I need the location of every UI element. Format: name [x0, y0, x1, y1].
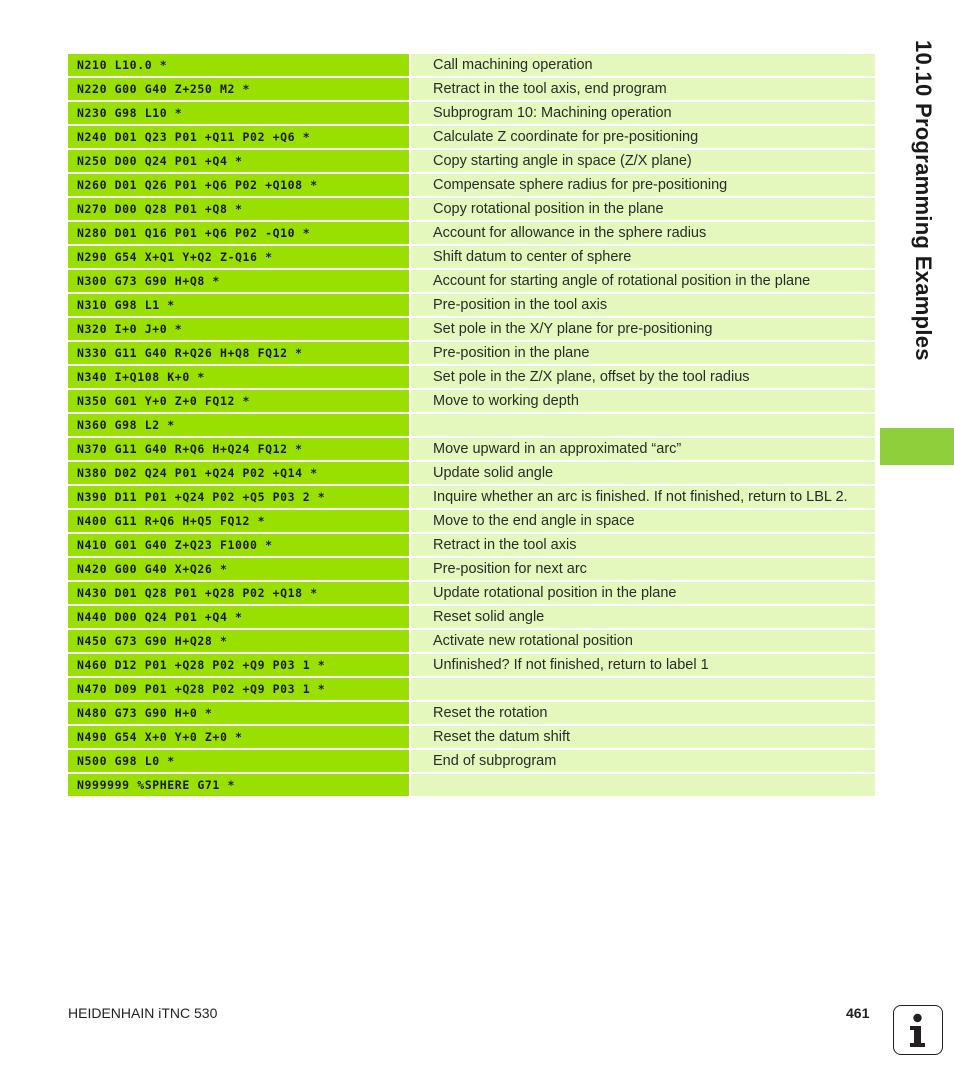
- section-tab-marker: [880, 428, 954, 465]
- table-row: [68, 222, 875, 244]
- table-row: [68, 582, 875, 604]
- code-cell: N450 G73 G90 H+Q28 *: [68, 630, 409, 652]
- table-row: [68, 774, 875, 796]
- description-cell: [411, 678, 875, 700]
- table-row: [68, 198, 875, 220]
- description-cell: Move to the end angle in space: [411, 510, 875, 532]
- table-row: [68, 678, 875, 700]
- code-cell: N370 G11 G40 R+Q6 H+Q24 FQ12 *: [68, 438, 409, 460]
- table-row: [68, 726, 875, 748]
- table-row: [68, 654, 875, 676]
- info-icon: [893, 1005, 943, 1055]
- description-cell: [411, 774, 875, 796]
- table-row: [68, 126, 875, 148]
- table-row: [68, 318, 875, 340]
- code-cell: N470 D09 P01 +Q28 P02 +Q9 P03 1 *: [68, 678, 409, 700]
- code-cell: N210 L10.0 *: [68, 54, 409, 76]
- code-cell: N430 D01 Q28 P01 +Q28 P02 +Q18 *: [68, 582, 409, 604]
- code-cell: N300 G73 G90 H+Q8 *: [68, 270, 409, 292]
- code-cell: N260 D01 Q26 P01 +Q6 P02 +Q108 *: [68, 174, 409, 196]
- code-cell: N290 G54 X+Q1 Y+Q2 Z-Q16 *: [68, 246, 409, 268]
- description-cell: Account for starting angle of rotational position in the plane: [411, 270, 875, 292]
- table-row: [68, 390, 875, 412]
- description-cell: Update rotational position in the plane: [411, 582, 875, 604]
- table-row: [68, 462, 875, 484]
- code-cell: N500 G98 L0 *: [68, 750, 409, 772]
- description-cell: Account for allowance in the sphere radius: [411, 222, 875, 244]
- table-row: [68, 294, 875, 316]
- code-cell: N999999 %SPHERE G71 *: [68, 774, 409, 796]
- description-cell: Move to working depth: [411, 390, 875, 412]
- description-cell: End of subprogram: [411, 750, 875, 772]
- table-row: [68, 54, 875, 76]
- description-cell: Calculate Z coordinate for pre-positioning: [411, 126, 875, 148]
- table-row: [68, 750, 875, 772]
- code-cell: N320 I+0 J+0 *: [68, 318, 409, 340]
- description-cell: Pre-position in the plane: [411, 342, 875, 364]
- description-cell: [411, 414, 875, 436]
- table-row: [68, 606, 875, 628]
- code-cell: N400 G11 R+Q6 H+Q5 FQ12 *: [68, 510, 409, 532]
- description-cell: Move upward in an approximated “arc”: [411, 438, 875, 460]
- description-cell: Reset the datum shift: [411, 726, 875, 748]
- code-cell: N390 D11 P01 +Q24 P02 +Q5 P03 2 *: [68, 486, 409, 508]
- section-title-text: 10.10 Programming Examples: [911, 40, 936, 361]
- table-row: [68, 270, 875, 292]
- table-row: [68, 510, 875, 532]
- code-cell: N270 D00 Q28 P01 +Q8 *: [68, 198, 409, 220]
- table-row: [68, 414, 875, 436]
- table-row: [68, 102, 875, 124]
- table-row: [68, 342, 875, 364]
- description-cell: Inquire whether an arc is finished. If not finished, return to LBL 2.: [411, 486, 875, 508]
- description-cell: Reset the rotation: [411, 702, 875, 724]
- description-cell: Shift datum to center of sphere: [411, 246, 875, 268]
- code-cell: N350 G01 Y+0 Z+0 FQ12 *: [68, 390, 409, 412]
- manual-title: HEIDENHAIN iTNC 530: [68, 1005, 218, 1021]
- description-cell: Pre-position for next arc: [411, 558, 875, 580]
- code-cell: N220 G00 G40 Z+250 M2 *: [68, 78, 409, 100]
- table-row: [68, 150, 875, 172]
- table-row: [68, 630, 875, 652]
- code-cell: N310 G98 L1 *: [68, 294, 409, 316]
- description-cell: Set pole in the Z/X plane, offset by the tool radius: [411, 366, 875, 388]
- table-row: [68, 534, 875, 556]
- code-cell: N480 G73 G90 H+0 *: [68, 702, 409, 724]
- table-row: [68, 558, 875, 580]
- description-cell: Activate new rotational position: [411, 630, 875, 652]
- code-cell: N490 G54 X+0 Y+0 Z+0 *: [68, 726, 409, 748]
- table-row: [68, 486, 875, 508]
- description-cell: Subprogram 10: Machining operation: [411, 102, 875, 124]
- code-cell: N250 D00 Q24 P01 +Q4 *: [68, 150, 409, 172]
- code-cell: N440 D00 Q24 P01 +Q4 *: [68, 606, 409, 628]
- table-row: [68, 246, 875, 268]
- page-number: 461: [846, 1005, 870, 1021]
- description-cell: Compensate sphere radius for pre-positioning: [411, 174, 875, 196]
- code-cell: N460 D12 P01 +Q28 P02 +Q9 P03 1 *: [68, 654, 409, 676]
- info-icon-glyph: [894, 1006, 941, 1053]
- table-row: [68, 438, 875, 460]
- table-row: [68, 174, 875, 196]
- description-cell: Unfinished? If not finished, return to label 1: [411, 654, 875, 676]
- table-row: [68, 366, 875, 388]
- table-row: [68, 78, 875, 100]
- code-cell: N280 D01 Q16 P01 +Q6 P02 -Q10 *: [68, 222, 409, 244]
- code-cell: N420 G00 G40 X+Q26 *: [68, 558, 409, 580]
- description-cell: Retract in the tool axis: [411, 534, 875, 556]
- code-cell: N410 G01 G40 Z+Q23 F1000 *: [68, 534, 409, 556]
- description-cell: Pre-position in the tool axis: [411, 294, 875, 316]
- description-cell: Copy starting angle in space (Z/X plane): [411, 150, 875, 172]
- table-row: [68, 702, 875, 724]
- description-cell: Retract in the tool axis, end program: [411, 78, 875, 100]
- description-cell: Call machining operation: [411, 54, 875, 76]
- program-table: [68, 54, 875, 798]
- code-cell: N380 D02 Q24 P01 +Q24 P02 +Q14 *: [68, 462, 409, 484]
- code-cell: N240 D01 Q23 P01 +Q11 P02 +Q6 *: [68, 126, 409, 148]
- description-cell: Reset solid angle: [411, 606, 875, 628]
- code-cell: N340 I+Q108 K+0 *: [68, 366, 409, 388]
- description-cell: Copy rotational position in the plane: [411, 198, 875, 220]
- code-cell: N360 G98 L2 *: [68, 414, 409, 436]
- code-cell: N330 G11 G40 R+Q26 H+Q8 FQ12 *: [68, 342, 409, 364]
- description-cell: Update solid angle: [411, 462, 875, 484]
- code-cell: N230 G98 L10 *: [68, 102, 409, 124]
- description-cell: Set pole in the X/Y plane for pre-positioning: [411, 318, 875, 340]
- section-title: [898, 40, 948, 440]
